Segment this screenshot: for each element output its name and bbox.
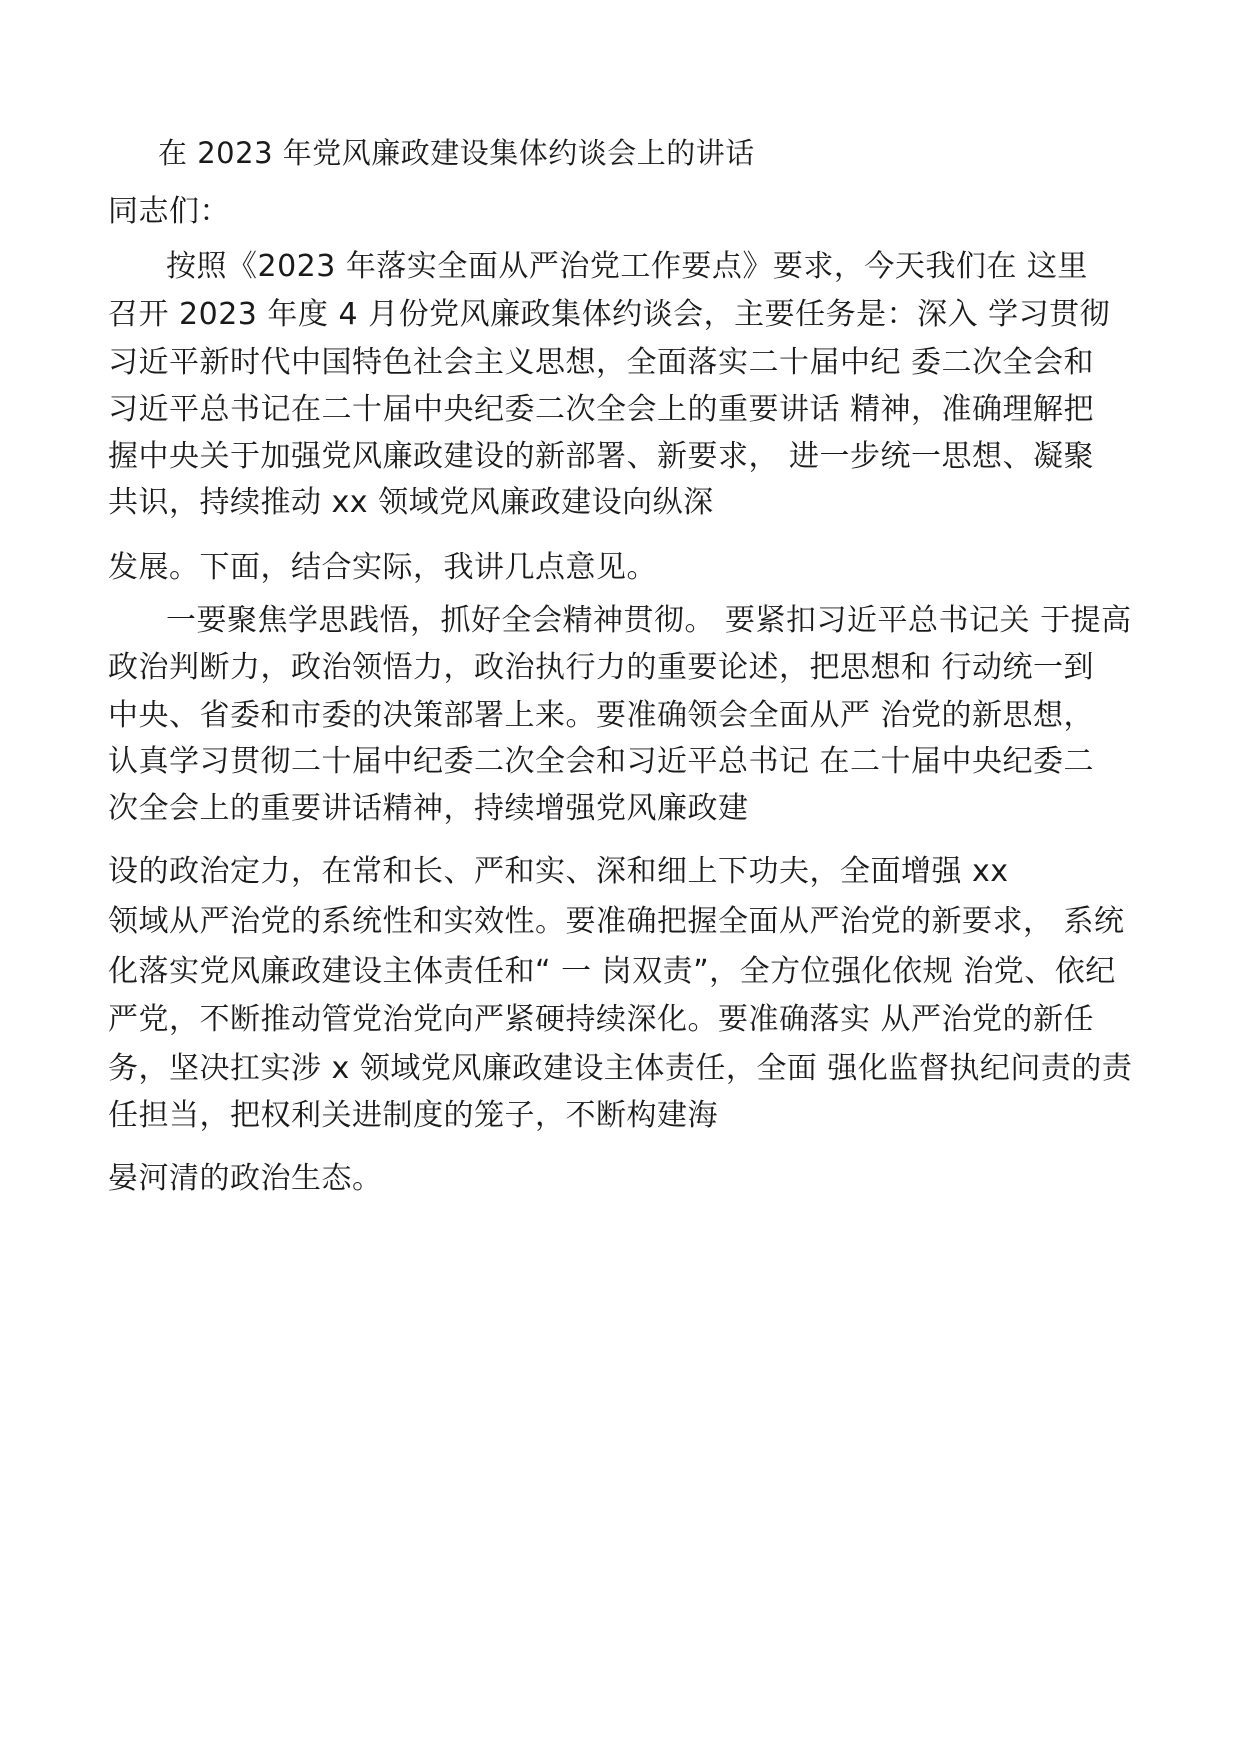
document-title: 在 2023 年党风廉政建设集体约谈会上的讲话 (158, 136, 755, 170)
paragraph-line: 习近平总书记在二十届中央纪委二次全会上的重要讲话 精神，准确理解把 (108, 392, 1095, 427)
paragraph-line: 务，坚决扛实涉 x 领域党风廉政建设主体责任，全面 强化监督执纪问责的责 (108, 1051, 1133, 1086)
paragraph-line: 握中央关于加强党风廉政建设的新部署、新要求， 进一步统一思想、凝聚 (108, 439, 1095, 474)
paragraph-line: 共识，持续推动 xx 领域党风廉政建设向纵深 (108, 485, 714, 520)
paragraph-line: 领域从严治党的系统性和实效性。要准确把握全面从严治党的新要求， 系统 (108, 904, 1125, 939)
paragraph-line: 化落实党风廉政建设主体责任和“ 一 岗双责”，全方位强化依规 治党、依纪 (108, 954, 1116, 989)
paragraph-5: 晏河清的政治生态。 (108, 1161, 383, 1196)
paragraph-line: 按照《2023 年落实全面从严治党工作要点》要求，今天我们在 这里 (166, 249, 1088, 284)
paragraph-line: 中央、省委和市委的决策部署上来。要准确领会全面从严 治党的新思想， (108, 698, 1095, 733)
salutation: 同志们： (108, 194, 230, 229)
paragraph-line: 设的政治定力，在常和长、严和实、深和细上下功夫，全面增强 xx (108, 854, 1009, 889)
paragraph-line: 政治判断力，政治领悟力，政治执行力的重要论述，把思想和 行动统一到 (108, 650, 1095, 685)
paragraph-line: 召开 2023 年度 4 月份党风廉政集体约谈会，主要任务是：深入 学习贯彻 (108, 297, 1111, 332)
paragraph-line: 一要聚焦学思践悟，抓好全会精神贯彻。 要紧扣习近平总书记关 于提高 (166, 603, 1132, 638)
paragraph-line: 严党，不断推动管党治党向严紧硬持续深化。要准确落实 从严治党的新任 (108, 1002, 1095, 1037)
paragraph-line: 次全会上的重要讲话精神，持续增强党风廉政建 (108, 791, 749, 826)
paragraph-line: 习近平新时代中国特色社会主义思想，全面落实二十届中纪 委二次全会和 (108, 345, 1095, 380)
paragraph-2: 发展。下面，结合实际，我讲几点意见。 (108, 550, 657, 585)
paragraph-line: 任担当，把权利关进制度的笼子，不断构建海 (108, 1098, 718, 1133)
paragraph-line: 认真学习贯彻二十届中纪委二次全会和习近平总书记 在二十届中央纪委二 (108, 744, 1095, 779)
